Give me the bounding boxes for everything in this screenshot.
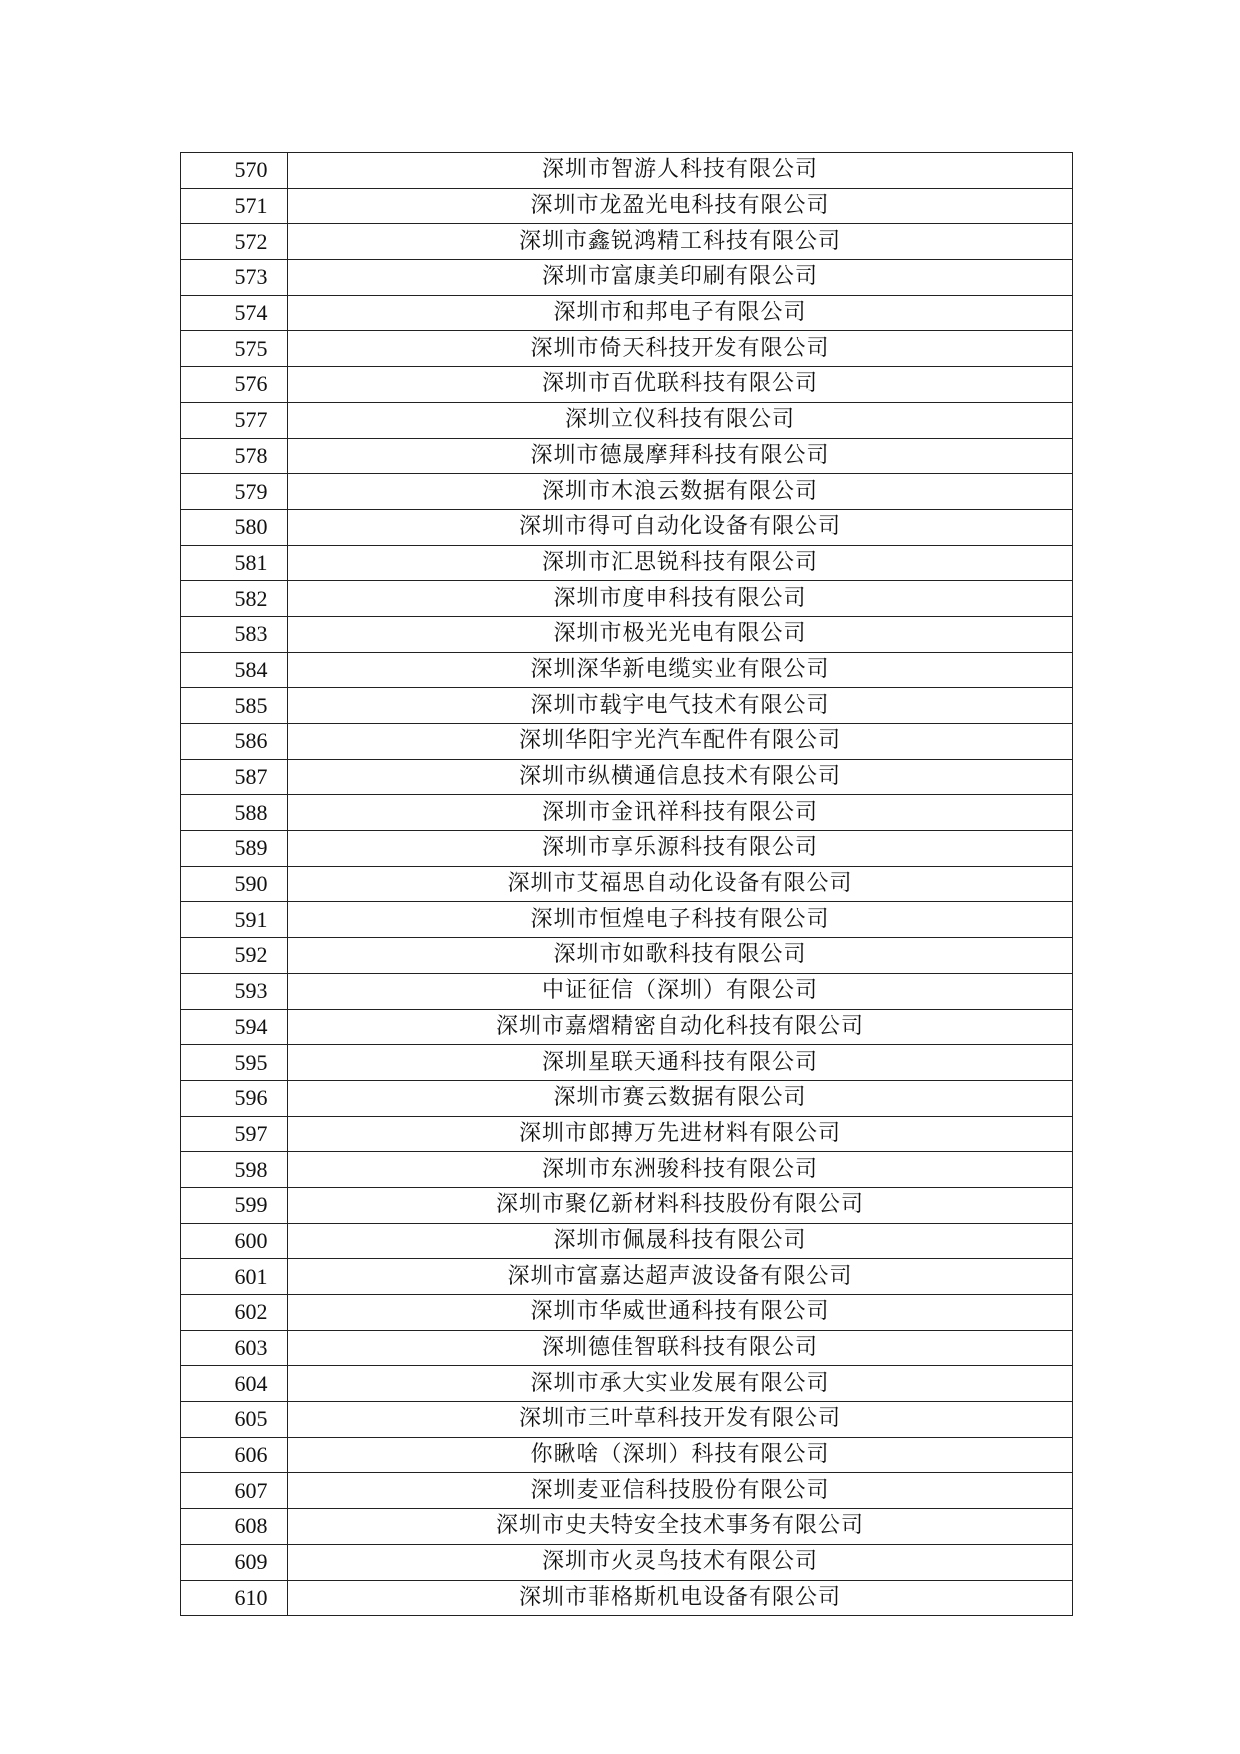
table-row (181, 1116, 1073, 1152)
row-number: 602 (181, 1295, 288, 1331)
table-row (181, 1045, 1073, 1081)
company-name: 深圳市载宇电气技术有限公司 (288, 688, 1073, 724)
row-number: 589 (181, 831, 288, 867)
table-row (181, 260, 1073, 296)
company-name: 深圳市倚天科技开发有限公司 (288, 331, 1073, 367)
table-row (181, 509, 1073, 545)
company-name: 你瞅啥（深圳）科技有限公司 (288, 1437, 1073, 1473)
company-name: 深圳星联天通科技有限公司 (288, 1045, 1073, 1081)
row-number: 581 (181, 545, 288, 581)
table-row (181, 581, 1073, 617)
row-number: 595 (181, 1045, 288, 1081)
table-row (181, 1580, 1073, 1616)
row-number: 579 (181, 474, 288, 510)
table-row (181, 367, 1073, 403)
company-list-table (180, 152, 1073, 1616)
company-name: 深圳市得可自动化设备有限公司 (288, 509, 1073, 545)
row-number: 585 (181, 688, 288, 724)
company-name: 深圳市享乐源科技有限公司 (288, 831, 1073, 867)
company-name: 深圳市佩晟科技有限公司 (288, 1223, 1073, 1259)
table-row (181, 153, 1073, 189)
company-name: 深圳市东洲骏科技有限公司 (288, 1152, 1073, 1188)
company-name: 深圳立仪科技有限公司 (288, 402, 1073, 438)
table-row (181, 1366, 1073, 1402)
table-row (181, 795, 1073, 831)
row-number: 593 (181, 973, 288, 1009)
row-number: 605 (181, 1402, 288, 1438)
company-name: 深圳市承大实业发展有限公司 (288, 1366, 1073, 1402)
table-row (181, 1509, 1073, 1545)
company-name: 深圳市和邦电子有限公司 (288, 295, 1073, 331)
table-row (181, 973, 1073, 1009)
table-row (181, 831, 1073, 867)
table-row (181, 616, 1073, 652)
row-number: 570 (181, 153, 288, 189)
company-name: 深圳华阳宇光汽车配件有限公司 (288, 724, 1073, 760)
company-name: 深圳市富嘉达超声波设备有限公司 (288, 1259, 1073, 1295)
company-name: 深圳市龙盈光电科技有限公司 (288, 188, 1073, 224)
table-row (181, 545, 1073, 581)
row-number: 571 (181, 188, 288, 224)
company-name: 深圳市艾福思自动化设备有限公司 (288, 866, 1073, 902)
row-number: 582 (181, 581, 288, 617)
row-number: 587 (181, 759, 288, 795)
table-row (181, 331, 1073, 367)
row-number: 574 (181, 295, 288, 331)
table-row (181, 295, 1073, 331)
row-number: 586 (181, 724, 288, 760)
row-number: 599 (181, 1187, 288, 1223)
company-name: 深圳市史夫特安全技术事务有限公司 (288, 1509, 1073, 1545)
row-number: 597 (181, 1116, 288, 1152)
table-row (181, 474, 1073, 510)
company-name: 深圳市郎搏万先进材料有限公司 (288, 1116, 1073, 1152)
table-row (181, 1009, 1073, 1045)
company-name: 深圳市如歌科技有限公司 (288, 938, 1073, 974)
row-number: 591 (181, 902, 288, 938)
table-row (181, 902, 1073, 938)
company-name: 深圳市百优联科技有限公司 (288, 367, 1073, 403)
company-name: 中证征信（深圳）有限公司 (288, 973, 1073, 1009)
company-name: 深圳麦亚信科技股份有限公司 (288, 1473, 1073, 1509)
table-row (181, 759, 1073, 795)
row-number: 588 (181, 795, 288, 831)
company-name: 深圳市聚亿新材料科技股份有限公司 (288, 1187, 1073, 1223)
row-number: 596 (181, 1080, 288, 1116)
table-row (181, 1473, 1073, 1509)
row-number: 578 (181, 438, 288, 474)
company-name: 深圳市火灵鸟技术有限公司 (288, 1544, 1073, 1580)
table-row (181, 652, 1073, 688)
company-name: 深圳市金讯祥科技有限公司 (288, 795, 1073, 831)
company-name: 深圳市恒煌电子科技有限公司 (288, 902, 1073, 938)
company-name: 深圳市富康美印刷有限公司 (288, 260, 1073, 296)
company-list-body (181, 153, 1073, 1616)
row-number: 584 (181, 652, 288, 688)
row-number: 592 (181, 938, 288, 974)
row-number: 590 (181, 866, 288, 902)
row-number: 609 (181, 1544, 288, 1580)
row-number: 601 (181, 1259, 288, 1295)
table-row (181, 688, 1073, 724)
company-name: 深圳市汇思锐科技有限公司 (288, 545, 1073, 581)
company-name: 深圳市度申科技有限公司 (288, 581, 1073, 617)
company-name: 深圳市智游人科技有限公司 (288, 153, 1073, 189)
row-number: 610 (181, 1580, 288, 1616)
company-name: 深圳市三叶草科技开发有限公司 (288, 1402, 1073, 1438)
table-row (181, 1544, 1073, 1580)
row-number: 573 (181, 260, 288, 296)
company-name: 深圳市华威世通科技有限公司 (288, 1295, 1073, 1331)
table-row (181, 188, 1073, 224)
row-number: 576 (181, 367, 288, 403)
row-number: 577 (181, 402, 288, 438)
row-number: 603 (181, 1330, 288, 1366)
table-row (181, 724, 1073, 760)
table-row (181, 1152, 1073, 1188)
row-number: 594 (181, 1009, 288, 1045)
company-name: 深圳德佳智联科技有限公司 (288, 1330, 1073, 1366)
company-name: 深圳市赛云数据有限公司 (288, 1080, 1073, 1116)
row-number: 607 (181, 1473, 288, 1509)
company-name: 深圳市菲格斯机电设备有限公司 (288, 1580, 1073, 1616)
company-name: 深圳深华新电缆实业有限公司 (288, 652, 1073, 688)
table-row (181, 1330, 1073, 1366)
table-row (181, 1402, 1073, 1438)
company-name: 深圳市木浪云数据有限公司 (288, 474, 1073, 510)
row-number: 583 (181, 616, 288, 652)
table-row (181, 938, 1073, 974)
table-row (181, 1437, 1073, 1473)
company-name: 深圳市嘉熠精密自动化科技有限公司 (288, 1009, 1073, 1045)
row-number: 598 (181, 1152, 288, 1188)
table-row (181, 1080, 1073, 1116)
company-name: 深圳市极光光电有限公司 (288, 616, 1073, 652)
row-number: 604 (181, 1366, 288, 1402)
company-name: 深圳市纵横通信息技术有限公司 (288, 759, 1073, 795)
table-row (181, 438, 1073, 474)
row-number: 608 (181, 1509, 288, 1545)
table-row (181, 1223, 1073, 1259)
row-number: 606 (181, 1437, 288, 1473)
table-row (181, 1187, 1073, 1223)
company-name: 深圳市德晟摩拜科技有限公司 (288, 438, 1073, 474)
table-row (181, 866, 1073, 902)
row-number: 575 (181, 331, 288, 367)
row-number: 580 (181, 509, 288, 545)
table-row (181, 224, 1073, 260)
table-row (181, 1259, 1073, 1295)
row-number: 600 (181, 1223, 288, 1259)
table-row (181, 402, 1073, 438)
row-number: 572 (181, 224, 288, 260)
table-row (181, 1295, 1073, 1331)
company-name: 深圳市鑫锐鸿精工科技有限公司 (288, 224, 1073, 260)
